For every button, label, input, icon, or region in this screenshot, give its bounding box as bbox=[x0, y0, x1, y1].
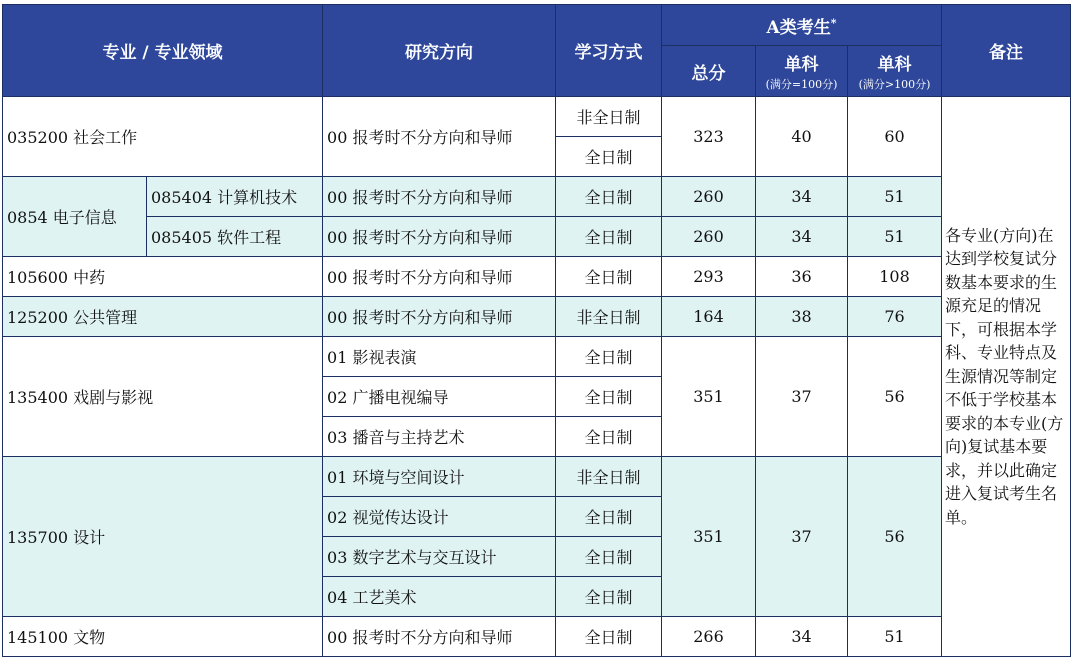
total-cell: 260 bbox=[662, 217, 756, 257]
mode-cell: 非全日制 bbox=[556, 297, 662, 337]
direction-cell: 01 影视表演 bbox=[323, 337, 556, 377]
total-cell: 351 bbox=[662, 337, 756, 457]
direction-cell: 00 报考时不分方向和导师 bbox=[323, 97, 556, 177]
mode-cell: 全日制 bbox=[556, 257, 662, 297]
single1-cell: 34 bbox=[756, 617, 848, 657]
total-cell: 260 bbox=[662, 177, 756, 217]
header-major: 专业 / 专业领域 bbox=[3, 5, 323, 97]
single2-cell: 60 bbox=[848, 97, 942, 177]
mode-cell: 全日制 bbox=[556, 617, 662, 657]
major-cell: 0854 电子信息 bbox=[3, 177, 147, 257]
header-single1-label: 单科 bbox=[784, 55, 819, 75]
single2-cell: 51 bbox=[848, 217, 942, 257]
single1-cell: 34 bbox=[756, 217, 848, 257]
header-group-label: A类考生 bbox=[766, 17, 831, 38]
table-row bbox=[3, 257, 1071, 297]
mode-cell: 非全日制 bbox=[556, 457, 662, 497]
header-single2-sub: (满分>100分) bbox=[858, 78, 931, 91]
single1-cell: 37 bbox=[756, 457, 848, 617]
major-cell: 135700 设计 bbox=[3, 457, 323, 617]
mode-cell: 全日制 bbox=[556, 377, 662, 417]
header-group-mark: * bbox=[830, 15, 837, 29]
mode-cell: 全日制 bbox=[556, 417, 662, 457]
mode-cell: 全日制 bbox=[556, 497, 662, 537]
major-cell: 135400 戏剧与影视 bbox=[3, 337, 323, 457]
total-cell: 266 bbox=[662, 617, 756, 657]
direction-cell: 02 广播电视编导 bbox=[323, 377, 556, 417]
direction-cell: 01 环境与空间设计 bbox=[323, 457, 556, 497]
mode-cell: 全日制 bbox=[556, 217, 662, 257]
single1-cell: 36 bbox=[756, 257, 848, 297]
header-single1 bbox=[756, 46, 848, 97]
header-total: 总分 bbox=[662, 46, 756, 97]
score-table bbox=[2, 4, 1071, 657]
major-cell: 105600 中药 bbox=[3, 257, 323, 297]
field-cell: 085405 软件工程 bbox=[147, 217, 323, 257]
single2-cell: 76 bbox=[848, 297, 942, 337]
header-single1-sub: (满分=100分) bbox=[765, 78, 838, 91]
total-cell: 293 bbox=[662, 257, 756, 297]
direction-cell: 00 报考时不分方向和导师 bbox=[323, 297, 556, 337]
direction-cell: 02 视觉传达设计 bbox=[323, 497, 556, 537]
single2-cell: 51 bbox=[848, 177, 942, 217]
major-cell: 145100 文物 bbox=[3, 617, 323, 657]
mode-cell: 全日制 bbox=[556, 177, 662, 217]
direction-cell: 03 数字艺术与交互设计 bbox=[323, 537, 556, 577]
mode-cell: 非全日制 bbox=[556, 97, 662, 137]
table-row bbox=[3, 617, 1071, 657]
field-cell: 085404 计算机技术 bbox=[147, 177, 323, 217]
header-direction: 研究方向 bbox=[323, 5, 556, 97]
table-row bbox=[3, 97, 1071, 137]
direction-cell: 00 报考时不分方向和导师 bbox=[323, 257, 556, 297]
total-cell: 351 bbox=[662, 457, 756, 617]
single1-cell: 40 bbox=[756, 97, 848, 177]
total-cell: 164 bbox=[662, 297, 756, 337]
table-row bbox=[3, 177, 1071, 217]
single2-cell: 51 bbox=[848, 617, 942, 657]
mode-cell: 全日制 bbox=[556, 137, 662, 177]
direction-cell: 04 工艺美术 bbox=[323, 577, 556, 617]
single1-cell: 37 bbox=[756, 337, 848, 457]
direction-cell: 00 报考时不分方向和导师 bbox=[323, 617, 556, 657]
header-single2 bbox=[848, 46, 942, 97]
header-note: 备注 bbox=[942, 5, 1071, 97]
mode-cell: 全日制 bbox=[556, 337, 662, 377]
header-single2-label: 单科 bbox=[877, 55, 912, 75]
mode-cell: 全日制 bbox=[556, 577, 662, 617]
header-mode: 学习方式 bbox=[556, 5, 662, 97]
mode-cell: 全日制 bbox=[556, 537, 662, 577]
table-row bbox=[3, 217, 1071, 257]
direction-cell: 03 播音与主持艺术 bbox=[323, 417, 556, 457]
note-cell: 各专业(方向)在达到学校复试分数基本要求的生源充足的情况下，可根据本学科、专业特点及生源情况等制定不低于学校基本要求的本专业(方向)复试基本要求，并以此确定进入复试考生名单。 bbox=[942, 97, 1071, 657]
major-cell: 125200 公共管理 bbox=[3, 297, 323, 337]
table-row bbox=[3, 297, 1071, 337]
total-cell: 323 bbox=[662, 97, 756, 177]
single2-cell: 108 bbox=[848, 257, 942, 297]
single1-cell: 38 bbox=[756, 297, 848, 337]
single1-cell: 34 bbox=[756, 177, 848, 217]
single2-cell: 56 bbox=[848, 457, 942, 617]
direction-cell: 00 报考时不分方向和导师 bbox=[323, 177, 556, 217]
major-cell: 035200 社会工作 bbox=[3, 97, 323, 177]
single2-cell: 56 bbox=[848, 337, 942, 457]
header-group bbox=[662, 5, 942, 46]
score-table-wrapper bbox=[2, 4, 1071, 657]
direction-cell: 00 报考时不分方向和导师 bbox=[323, 217, 556, 257]
table-row bbox=[3, 457, 1071, 497]
table-row bbox=[3, 337, 1071, 377]
